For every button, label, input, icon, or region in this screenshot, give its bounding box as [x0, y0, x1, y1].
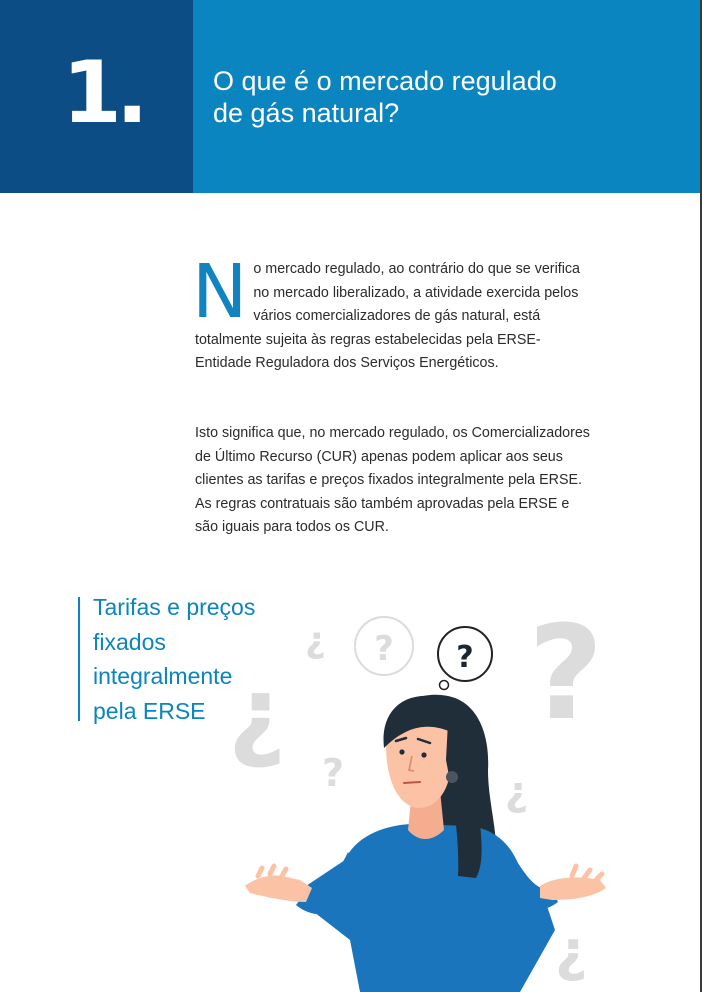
bottom-inverted-question-mark-icon: ¿ — [555, 919, 588, 984]
pullquote-line-2: fixados — [93, 628, 166, 655]
pullquote-line-3: integralmente — [93, 663, 233, 689]
big-question-mark-icon: ? — [528, 597, 604, 749]
inverted-question-mark-icon: ¿ — [228, 655, 287, 772]
section-title-line-1: O que é o mercado regulado — [213, 66, 557, 96]
confused-woman-illustration — [215, 590, 625, 992]
pullquote-bar — [78, 597, 80, 721]
section-title — [213, 65, 653, 129]
small-inverted-question-mark-icon-2: ¿ — [505, 769, 529, 815]
pullquote-line-4: pela ERSE — [93, 697, 206, 724]
earring — [446, 771, 458, 783]
mouth — [404, 782, 420, 783]
section-title-line-2: de gás natural? — [213, 98, 400, 128]
left-hand — [245, 875, 312, 902]
eye-left — [399, 749, 404, 754]
intro-text: o mercado regulado, ao contrário do que se verifica no mercado liberalizado, a atividade exercida pelos vários comercializadores de gás natural, está totalmente sujeita às regras estabelecidas pela ERSE- Entidade Reguladora dos Serviços Energéticos. — [195, 261, 580, 371]
faded-bubble-question-mark-icon: ? — [374, 629, 394, 669]
section-header — [0, 0, 700, 193]
intro-paragraph — [192, 249, 593, 376]
section-number: 1. — [62, 43, 143, 143]
section-number-block — [0, 0, 193, 193]
small-question-mark-icon: ? — [322, 751, 345, 795]
pullquote-line-1: Tarifas e preços — [93, 594, 256, 620]
thought-bubble-question-mark-icon: ? — [456, 640, 474, 675]
drop-cap: N — [192, 249, 248, 335]
left-fingers — [258, 866, 286, 876]
faded-thought-bubble — [355, 617, 413, 675]
thought-bubble — [438, 627, 492, 690]
eye-right — [421, 752, 426, 757]
small-inverted-question-mark-icon: ¿ — [305, 620, 326, 661]
body-paragraph: Isto significa que, no mercado regulado, os Comercializadores de Último Recurso (CUR) apenas podem aplicar aos seus clientes as tarifas e preços fixados integralmente pela ERSE. As regras contratuais são também aprovadas pela ERSE e são iguais para todos os CUR. — [195, 425, 590, 535]
